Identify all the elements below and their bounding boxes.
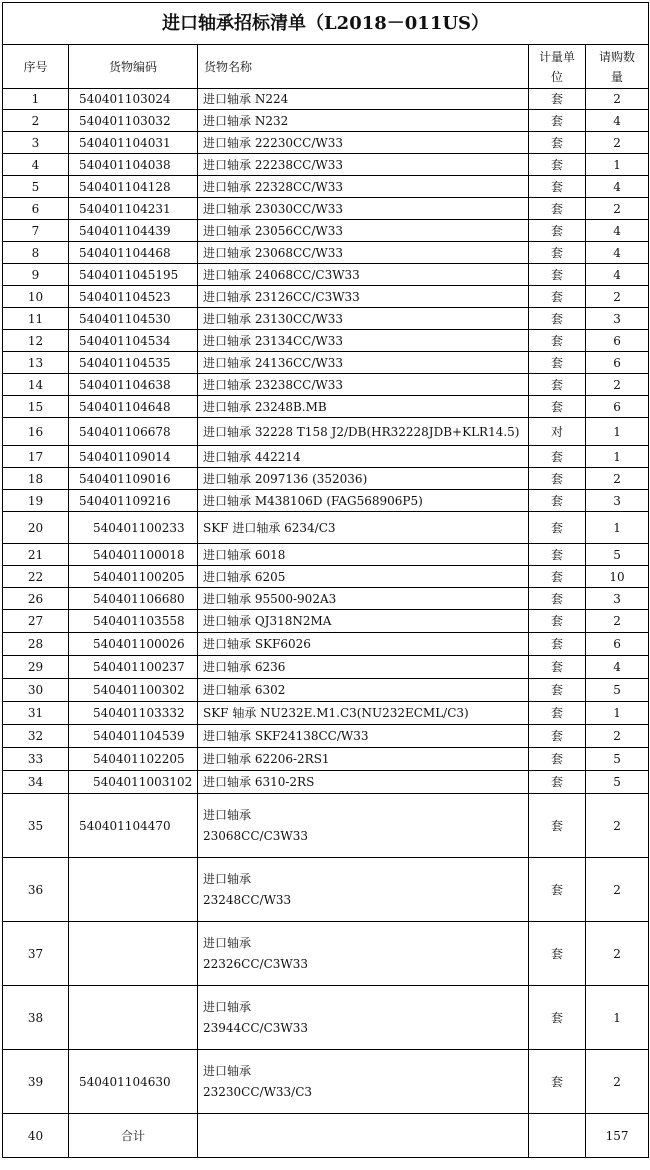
table-row: [3, 308, 649, 330]
row-code: 540401109216: [69, 490, 198, 512]
row-code: 540401104128: [69, 176, 198, 198]
row-qty: 1: [586, 512, 649, 544]
row-qty: 1: [586, 702, 649, 725]
row-seq: 20: [3, 512, 69, 544]
row-unit: 套: [529, 922, 586, 986]
row-unit: 套: [529, 588, 586, 610]
total-qty: 157: [586, 1114, 649, 1158]
row-unit: 套: [529, 110, 586, 132]
row-unit: 套: [529, 656, 586, 679]
row-seq: 14: [3, 374, 69, 396]
row-seq: 37: [3, 922, 69, 986]
row-code: 540401109016: [69, 468, 198, 490]
row-qty: 1: [586, 154, 649, 176]
row-unit: 套: [529, 176, 586, 198]
row-code: 540401104439: [69, 220, 198, 242]
row-name: 进口轴承 23068CC/W33: [198, 242, 529, 264]
row-seq: 21: [3, 544, 69, 566]
row-seq: 34: [3, 771, 69, 794]
table-row: [3, 566, 649, 588]
row-seq: 33: [3, 748, 69, 771]
table-row: [3, 490, 649, 512]
row-seq: 16: [3, 418, 69, 446]
row-code: 540401104648: [69, 396, 198, 418]
row-seq: 26: [3, 588, 69, 610]
row-qty: 3: [586, 308, 649, 330]
table-row: [3, 679, 649, 702]
row-seq: 4: [3, 154, 69, 176]
row-unit: 套: [529, 132, 586, 154]
header-unit: 计量单 位: [529, 45, 586, 89]
row-qty: 6: [586, 330, 649, 352]
row-unit: 套: [529, 446, 586, 468]
row-qty: 3: [586, 588, 649, 610]
table-row: [3, 986, 649, 1050]
row-name: 进口轴承 N232: [198, 110, 529, 132]
row-seq: 22: [3, 566, 69, 588]
row-unit: 套: [529, 198, 586, 220]
row-qty: 2: [586, 858, 649, 922]
row-unit: 套: [529, 264, 586, 286]
table-row: [3, 922, 649, 986]
table-row: [3, 110, 649, 132]
row-qty: 1: [586, 446, 649, 468]
row-code: 540401106680: [69, 588, 198, 610]
row-unit: 套: [529, 154, 586, 176]
row-code: 540401104638: [69, 374, 198, 396]
row-qty: 2: [586, 89, 649, 110]
row-code: 540401104534: [69, 330, 198, 352]
row-name: 进口轴承 2097136 (352036): [198, 468, 529, 490]
table-row: [3, 588, 649, 610]
table-row: [3, 89, 649, 110]
row-code: 540401104530: [69, 308, 198, 330]
row-unit: 套: [529, 352, 586, 374]
row-seq: 36: [3, 858, 69, 922]
row-qty: 1: [586, 418, 649, 446]
row-unit: 套: [529, 544, 586, 566]
row-unit: 对: [529, 418, 586, 446]
row-seq: 32: [3, 725, 69, 748]
header-seq: 序号: [3, 45, 69, 89]
table-row: [3, 794, 649, 858]
row-seq: 27: [3, 610, 69, 633]
row-name: 进口轴承 6205: [198, 566, 529, 588]
table-row: [3, 242, 649, 264]
row-name: 进口轴承 442214: [198, 446, 529, 468]
row-name: 进口轴承 N224: [198, 89, 529, 110]
row-seq: 8: [3, 242, 69, 264]
table-row: [3, 702, 649, 725]
row-seq: 29: [3, 656, 69, 679]
row-unit: 套: [529, 610, 586, 633]
table-row: [3, 512, 649, 544]
row-seq: 2: [3, 110, 69, 132]
row-name: SKF 轴承 NU232E.M1.C3(NU232ECML/C3): [198, 702, 529, 725]
table-row: [3, 330, 649, 352]
row-name: 进口轴承 6310-2RS: [198, 771, 529, 794]
table-row: [3, 1050, 649, 1114]
row-code: 540401104231: [69, 198, 198, 220]
row-code: 540401106678: [69, 418, 198, 446]
table-row: [3, 176, 649, 198]
row-name: 进口轴承 22238CC/W33: [198, 154, 529, 176]
row-name: 进口轴承 24068CC/C3W33: [198, 264, 529, 286]
table-row: [3, 468, 649, 490]
row-seq: 31: [3, 702, 69, 725]
row-code: 540401102205: [69, 748, 198, 771]
row-qty: 4: [586, 176, 649, 198]
row-seq: 18: [3, 468, 69, 490]
row-qty: 10: [586, 566, 649, 588]
row-qty: 1: [586, 986, 649, 1050]
table-row: [3, 446, 649, 468]
row-code: 540401100237: [69, 656, 198, 679]
table-row: [3, 286, 649, 308]
row-seq: 3: [3, 132, 69, 154]
row-unit: 套: [529, 771, 586, 794]
table-row: [3, 858, 649, 922]
row-name: 进口轴承 SKF6026: [198, 633, 529, 656]
row-code: 540401103032: [69, 110, 198, 132]
row-unit: 套: [529, 490, 586, 512]
row-unit: 套: [529, 794, 586, 858]
row-unit: 套: [529, 286, 586, 308]
row-seq: 6: [3, 198, 69, 220]
row-unit: 套: [529, 308, 586, 330]
row-unit: 套: [529, 858, 586, 922]
row-unit: 套: [529, 679, 586, 702]
row-name: 进口轴承 22230CC/W33: [198, 132, 529, 154]
row-name: 进口轴承 24136CC/W33: [198, 352, 529, 374]
row-unit: 套: [529, 633, 586, 656]
row-qty: 2: [586, 1050, 649, 1114]
row-code: 540401104539: [69, 725, 198, 748]
row-qty: 2: [586, 132, 649, 154]
row-name: 进口轴承 22328CC/W33: [198, 176, 529, 198]
header-name: 货物名称: [198, 45, 529, 89]
table-row: [3, 264, 649, 286]
row-qty: 2: [586, 286, 649, 308]
table-row: [3, 771, 649, 794]
row-unit: 套: [529, 330, 586, 352]
row-name: 进口轴承 23126CC/C3W33: [198, 286, 529, 308]
table-row: [3, 154, 649, 176]
row-name: 进口轴承 23056CC/W33: [198, 220, 529, 242]
total-seq: 40: [3, 1114, 69, 1158]
row-qty: 3: [586, 490, 649, 512]
row-qty: 6: [586, 633, 649, 656]
row-seq: 30: [3, 679, 69, 702]
row-code: 540401100302: [69, 679, 198, 702]
row-unit: 套: [529, 512, 586, 544]
total-row: [3, 1114, 649, 1158]
row-name: 进口轴承 23248CC/W33: [198, 858, 529, 922]
row-qty: 2: [586, 198, 649, 220]
row-unit: 套: [529, 986, 586, 1050]
row-code: 540401100018: [69, 544, 198, 566]
row-code: 540401100026: [69, 633, 198, 656]
table-row: [3, 352, 649, 374]
row-code: [69, 986, 198, 1050]
header-code: 货物编码: [69, 45, 198, 89]
row-code: 540401104630: [69, 1050, 198, 1114]
row-unit: 套: [529, 220, 586, 242]
table-row: [3, 725, 649, 748]
table-row: [3, 610, 649, 633]
row-qty: 4: [586, 242, 649, 264]
row-unit: 套: [529, 89, 586, 110]
table-row: [3, 656, 649, 679]
row-name: 进口轴承 23068CC/C3W33: [198, 794, 529, 858]
row-code: 540401103558: [69, 610, 198, 633]
row-unit: 套: [529, 725, 586, 748]
total-name: [198, 1114, 529, 1158]
row-seq: 35: [3, 794, 69, 858]
row-code: 540401104470: [69, 794, 198, 858]
table-row: [3, 396, 649, 418]
row-name: 进口轴承 M438106D (FAG568906P5): [198, 490, 529, 512]
row-unit: 套: [529, 468, 586, 490]
row-code: 540401104038: [69, 154, 198, 176]
bid-list-table: [2, 2, 649, 1158]
row-name: 进口轴承 95500-902A3: [198, 588, 529, 610]
table-row: [3, 374, 649, 396]
row-qty: 2: [586, 468, 649, 490]
row-code: 540401100205: [69, 566, 198, 588]
row-seq: 38: [3, 986, 69, 1050]
row-seq: 39: [3, 1050, 69, 1114]
row-qty: 6: [586, 352, 649, 374]
row-unit: 套: [529, 374, 586, 396]
row-qty: 2: [586, 725, 649, 748]
row-qty: 4: [586, 220, 649, 242]
row-qty: 4: [586, 110, 649, 132]
row-unit: 套: [529, 566, 586, 588]
row-seq: 11: [3, 308, 69, 330]
row-seq: 17: [3, 446, 69, 468]
row-name: 进口轴承 QJ318N2MA: [198, 610, 529, 633]
row-code: [69, 922, 198, 986]
row-qty: 5: [586, 748, 649, 771]
table-row: [3, 132, 649, 154]
row-name: 进口轴承 62206-2RS1: [198, 748, 529, 771]
table-row: [3, 748, 649, 771]
row-name: 进口轴承 22326CC/C3W33: [198, 922, 529, 986]
row-name: 进口轴承 32228 T158 J2/DB(HR32228JDB+KLR14.5): [198, 418, 529, 446]
row-code: 540401104535: [69, 352, 198, 374]
row-seq: 13: [3, 352, 69, 374]
row-seq: 15: [3, 396, 69, 418]
header-qty: 请购数 量: [586, 45, 649, 89]
row-code: 540401103332: [69, 702, 198, 725]
total-unit: [529, 1114, 586, 1158]
row-name: 进口轴承 23238CC/W33: [198, 374, 529, 396]
row-code: [69, 858, 198, 922]
row-name: 进口轴承 6302: [198, 679, 529, 702]
row-name: 进口轴承 23944CC/C3W33: [198, 986, 529, 1050]
row-seq: 5: [3, 176, 69, 198]
row-unit: 套: [529, 396, 586, 418]
row-seq: 1: [3, 89, 69, 110]
row-seq: 9: [3, 264, 69, 286]
row-qty: 4: [586, 264, 649, 286]
table-row: [3, 418, 649, 446]
table-row: [3, 220, 649, 242]
row-code: 540401109014: [69, 446, 198, 468]
row-qty: 2: [586, 610, 649, 633]
row-seq: 28: [3, 633, 69, 656]
row-seq: 7: [3, 220, 69, 242]
table-row: [3, 633, 649, 656]
row-seq: 10: [3, 286, 69, 308]
row-name: 进口轴承 SKF24138CC/W33: [198, 725, 529, 748]
row-code: 540401104031: [69, 132, 198, 154]
table-row: [3, 198, 649, 220]
row-qty: 5: [586, 679, 649, 702]
row-qty: 6: [586, 396, 649, 418]
row-code: 540401104523: [69, 286, 198, 308]
row-code: 5404011003102: [69, 771, 198, 794]
row-seq: 12: [3, 330, 69, 352]
row-name: SKF 进口轴承 6234/C3: [198, 512, 529, 544]
row-name: 进口轴承 23134CC/W33: [198, 330, 529, 352]
row-name: 进口轴承 6236: [198, 656, 529, 679]
page-title: 进口轴承招标清单（L2018－011US）: [3, 3, 649, 45]
row-qty: 5: [586, 771, 649, 794]
row-unit: 套: [529, 1050, 586, 1114]
row-name: 进口轴承 6018: [198, 544, 529, 566]
row-code: 540401104468: [69, 242, 198, 264]
total-label: 合计: [69, 1114, 198, 1158]
row-qty: 4: [586, 656, 649, 679]
row-qty: 2: [586, 922, 649, 986]
row-name: 进口轴承 23230CC/W33/C3: [198, 1050, 529, 1114]
row-name: 进口轴承 23248B.MB: [198, 396, 529, 418]
row-unit: 套: [529, 242, 586, 264]
row-code: 540401100233: [69, 512, 198, 544]
row-code: 540401103024: [69, 89, 198, 110]
row-unit: 套: [529, 748, 586, 771]
row-unit: 套: [529, 702, 586, 725]
table-row: [3, 544, 649, 566]
row-code: 5404011045195: [69, 264, 198, 286]
row-qty: 2: [586, 794, 649, 858]
row-name: 进口轴承 23030CC/W33: [198, 198, 529, 220]
row-name: 进口轴承 23130CC/W33: [198, 308, 529, 330]
row-seq: 19: [3, 490, 69, 512]
row-qty: 2: [586, 374, 649, 396]
row-qty: 5: [586, 544, 649, 566]
